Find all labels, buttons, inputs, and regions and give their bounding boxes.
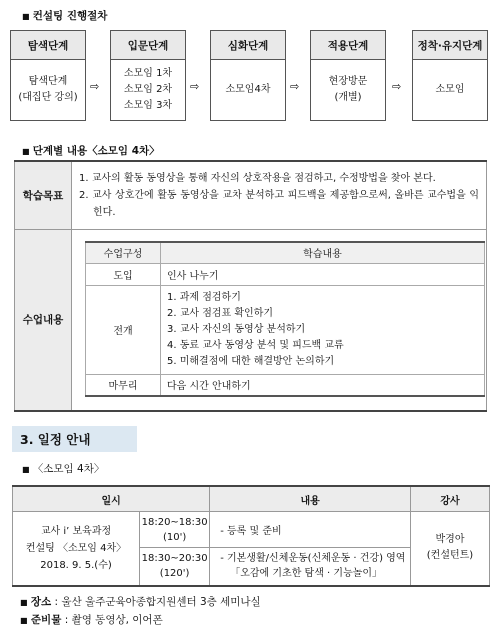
content-section-title: ■ 단계별 내용〈소모임 4차〉	[22, 145, 160, 157]
stage-head: 입문단계	[111, 31, 185, 60]
course-info: 교사 i’ 보육과정 컨설팅 〈소모임 4차〉 2018. 9. 5.(수)	[13, 512, 140, 586]
items-line	[20, 612, 163, 627]
instructor: 박경아 (컨설턴트)	[411, 512, 490, 586]
intro-text: 인사 나누기	[161, 263, 485, 285]
main-steps	[167, 287, 483, 373]
bullet-icon: ■	[20, 598, 28, 607]
inner-header-content: 학습내용	[161, 242, 485, 264]
bullet-icon: ■	[22, 12, 30, 21]
stage-line: 소모임 3차	[123, 100, 173, 111]
schedule-subtitle: ■ 〈소모임 4차〉	[22, 463, 105, 475]
stage-application	[310, 30, 386, 121]
bullet-icon: ■	[20, 616, 28, 625]
slot-1-content: - 등록 및 준비	[210, 512, 411, 548]
header-datetime: 일시	[13, 486, 210, 512]
stage-head: 심화단계	[211, 31, 285, 60]
bullet-icon: ■	[22, 147, 30, 156]
goal-label: 학습목표	[15, 161, 72, 229]
stage-line: 탐색단계	[28, 76, 68, 87]
items-text: : 촬영 동영상, 이어폰	[64, 614, 163, 626]
place-line	[20, 594, 261, 609]
items-label: 준비물	[30, 614, 62, 626]
goal-item: 2. 교사 상호간에 활동 동영상을 교차 분석하고 피드백을 제공함으로써, 올바른 교수법을 익힌다.	[79, 189, 479, 218]
stage-line: 현장방문	[328, 76, 368, 87]
goal-list	[73, 168, 485, 223]
step-item: 3. 교사 자신의 동영상 분석하기	[167, 323, 306, 335]
process-section-title: ■ 컨설팅 진행절차	[22, 10, 108, 22]
arrow-right-icon: ⇨	[90, 80, 100, 93]
stage-head: 적용단계	[311, 31, 385, 60]
class-content-table	[85, 241, 485, 398]
stage-line: 소모임 1차	[123, 68, 173, 79]
time-slot-1: 18:20~18:30 (10')	[140, 512, 210, 548]
arrow-right-icon: ⇨	[392, 80, 402, 93]
stage-line: 소모임 2차	[123, 84, 173, 95]
header-instructor: 강사	[411, 486, 490, 512]
class-label: 수업내용	[15, 229, 72, 411]
step-item: 4. 동료 교사 동영상 분석 및 피드백 교류	[167, 339, 344, 351]
time-slot-2: 18:30~20:30 (120')	[140, 548, 210, 586]
stage-line: (개별)	[334, 92, 362, 103]
schedule-banner: 3. 일정 안내	[12, 426, 137, 452]
inner-header-structure: 수업구성	[86, 242, 161, 264]
place-text: : 울산 울주군육아종합지원센터 3층 세미나실	[54, 596, 261, 608]
step-item: 2. 교사 점검표 확인하기	[167, 307, 274, 319]
stage-line: (대집단 강의)	[18, 92, 78, 103]
stage-introduction	[110, 30, 186, 121]
stage-line: 소모임	[435, 84, 465, 95]
step-item: 1. 과제 점검하기	[167, 291, 241, 303]
stage-head: 정착·유지단계	[413, 31, 487, 60]
stage-deepening	[210, 30, 286, 121]
stage-content-table	[14, 160, 487, 412]
stage-line: 소모임4차	[225, 84, 271, 95]
stage-exploration	[10, 30, 86, 121]
closing-label: 마무리	[86, 374, 161, 396]
goal-item: 1. 교사의 활동 동영상을 통해 자신의 상호작용을 점검하고, 수정방법을 찾아 본다.	[79, 172, 436, 184]
main-label: 전개	[86, 285, 161, 374]
intro-label: 도입	[86, 263, 161, 285]
bullet-icon: ■	[22, 465, 30, 474]
closing-text: 다음 시간 안내하기	[161, 374, 485, 396]
step-item: 5. 미해결점에 대한 해결방안 논의하기	[167, 355, 335, 367]
slot-2-content: - 기본생활/신체운동(신체운동 · 건강) 영역 「오감에 기초한 탐색 · 기능놀이」	[210, 548, 411, 586]
arrow-right-icon: ⇨	[190, 80, 200, 93]
place-label: 장소	[30, 596, 52, 608]
header-content: 내용	[210, 486, 411, 512]
schedule-table	[12, 485, 490, 587]
stage-settlement	[412, 30, 488, 121]
arrow-right-icon: ⇨	[290, 80, 300, 93]
stage-head: 탐색단계	[11, 31, 85, 60]
